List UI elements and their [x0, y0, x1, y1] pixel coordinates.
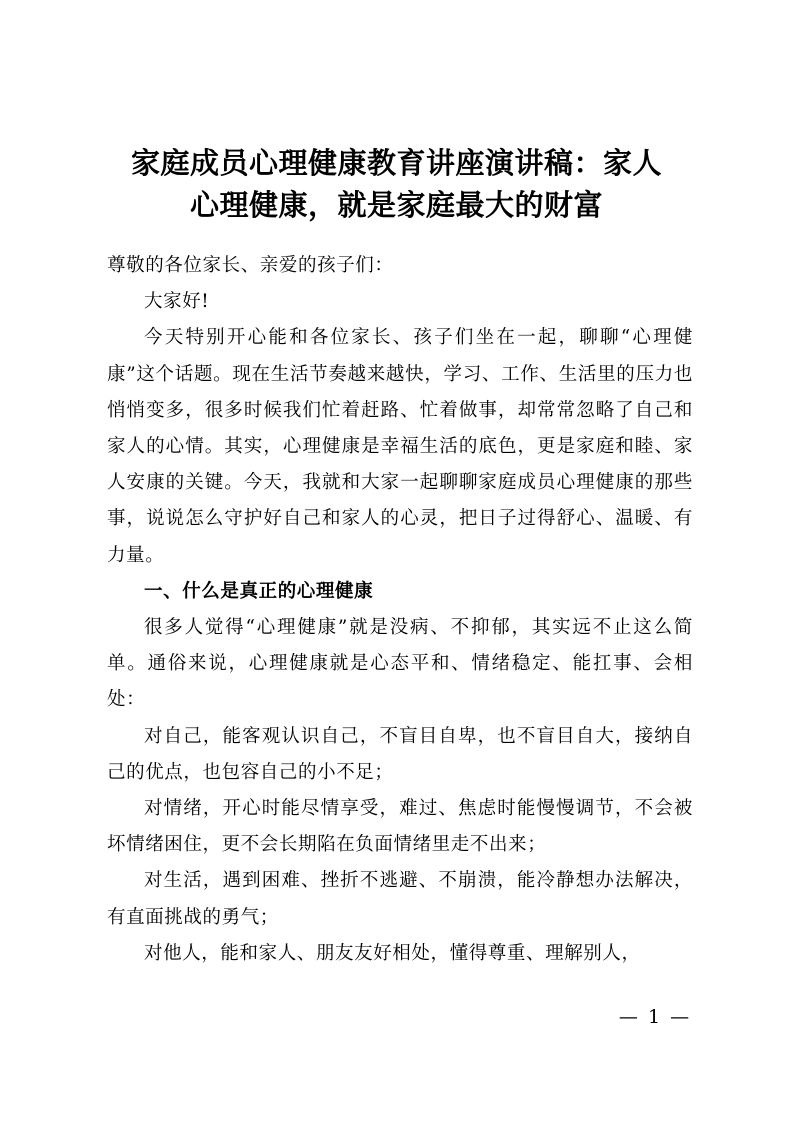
page-title	[90, 142, 703, 226]
section-heading-1: 一、什么是真正的心理健康	[144, 580, 374, 602]
page-number: — 1 —	[618, 1006, 692, 1028]
title-line-2: 心理健康，就是家庭最大的财富	[189, 188, 603, 222]
body-paragraph: 对情绪，开心时能尽情享受，难过、焦虑时能慢慢调节，不会被坏情绪困住，更不会长期陷在负面情绪里走不出来；	[107, 798, 693, 856]
document-body	[107, 248, 693, 972]
greeting-paragraph: 大家好!	[144, 291, 210, 313]
salutation: 尊敬的各位家长、亲爱的孩子们：	[107, 255, 394, 276]
body-paragraph: 对他人，能和家人、朋友友好相处，懂得尊重、理解别人，	[144, 942, 641, 964]
body-paragraph: 很多人觉得“心理健康”就是没病、不抑郁，其实远不止这么简单。通俗来说，心理健康就是心态平和、情绪稳定、能扛事、会相处：	[107, 617, 693, 711]
body-paragraph: 对自己，能客观认识自己，不盲目自卑，也不盲目自大，接纳自己的优点，也包容自己的小不足；	[107, 725, 693, 783]
title-line-1: 家庭成员心理健康教育讲座演讲稿：家人	[130, 146, 662, 180]
body-paragraph: 对生活，遇到困难、挫折不逃避、不崩溃，能冷静想办法解决，有直面挑战的勇气；	[107, 870, 693, 928]
intro-paragraph: 今天特别开心能和各位家长、孩子们坐在一起，聊聊“心理健康”这个话题。现在生活节奏越来越快，学习、工作、生活里的压力也悄悄变多，很多时候我们忙着赶路、忙着做事，却常常忽略了自己和家人的心情。其实，心理健康是幸福生活的底色，更是家庭和睦、家人安康的关键。今天，我就和大家一起聊聊家庭成员心理健康的那些事，说说怎么守护好自己和家人的心灵，把日子过得舒心、温暖、有力量。	[107, 327, 693, 566]
